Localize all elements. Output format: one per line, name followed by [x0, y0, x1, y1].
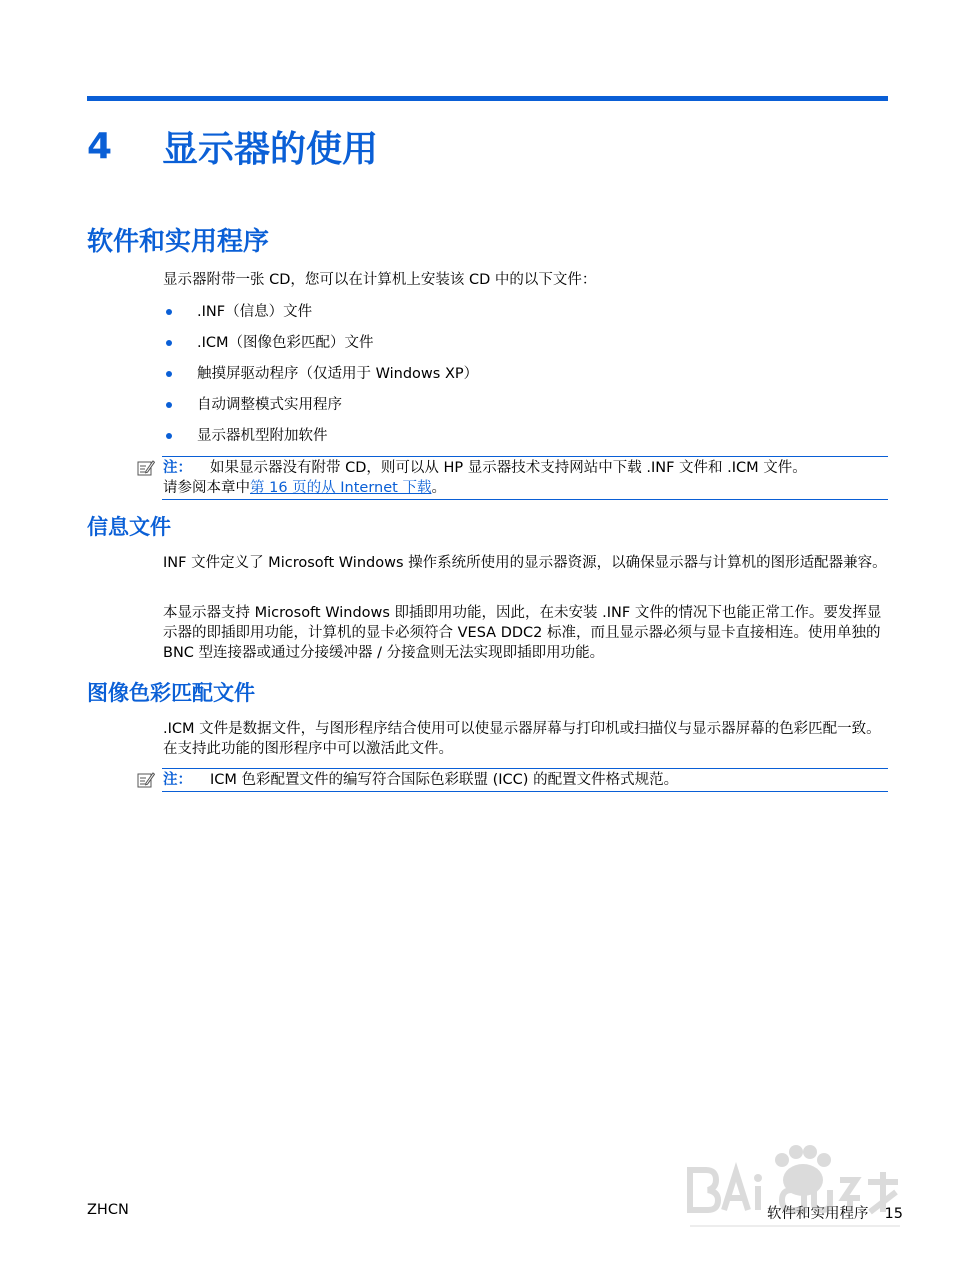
note-rule-top	[162, 456, 888, 457]
chapter-title: 显示器的使用	[162, 128, 379, 170]
section-title-software: 软件和实用程序	[87, 227, 270, 257]
chapter-heading	[87, 120, 378, 172]
page-number: 15	[884, 1206, 903, 1222]
note-rule-bottom	[162, 791, 888, 792]
list-item: 触摸屏驱动程序（仅适用于 Windows XP）	[163, 363, 478, 394]
note-pencil-icon	[137, 771, 155, 789]
info-paragraph-2: 本显示器支持 Microsoft Windows 即插即用功能，因此，在未安装 .INF 文件的情况下也能正常工作。要发挥显示器的即插即用功能，计算机的显卡必须符合 VESA DDC2 标准，而且显示器必须与显卡直接相连。使用单独的 BNC 型连接器或通过分接缓冲器 / 分接盒则无法实现即插即用功能。	[163, 605, 882, 661]
chapter-rule	[87, 96, 888, 101]
download-link[interactable]: 第 16 页的从 Internet 下载	[250, 480, 432, 496]
note-end: 。	[431, 480, 446, 496]
list-item: .INF（信息）文件	[163, 301, 478, 332]
watermark-logo	[684, 1140, 906, 1250]
footer-section-title: 软件和实用程序	[767, 1206, 869, 1222]
section-title-icm: 图像色彩匹配文件	[87, 681, 255, 705]
note-text-2: 请参阅本章中	[163, 480, 250, 496]
list-item: 显示器机型附加软件	[163, 425, 478, 456]
note-label: 注：	[163, 460, 192, 476]
note-rule-bottom	[162, 499, 888, 500]
info-paragraph-1: INF 文件定义了 Microsoft Windows 操作系统所使用的显示器资源，以确保显示器与计算机的图形适配器兼容。	[163, 555, 887, 571]
footer-locale: ZHCN	[87, 1202, 129, 1218]
note-label: 注：	[163, 772, 192, 788]
note-pencil-icon	[137, 459, 155, 477]
file-list	[163, 301, 478, 456]
note-text: ICM 色彩配置文件的编写符合国际色彩联盟 (ICC) 的配置文件格式规范。	[210, 772, 679, 788]
chapter-number: 4	[87, 125, 113, 167]
note-icm	[137, 768, 888, 792]
note-text: 如果显示器没有附带 CD，则可以从 HP 显示器技术支持网站中下载 .INF 文件和 .ICM 文件。	[210, 460, 807, 476]
section-intro: 显示器附带一张 CD，您可以在计算机上安装该 CD 中的以下文件：	[163, 272, 597, 288]
section-title-info: 信息文件	[87, 515, 171, 539]
icm-paragraph: .ICM 文件是数据文件，与图形程序结合使用可以使显示器屏幕与打印机或扫描仪与显示器屏幕的色彩匹配一致。在支持此功能的图形程序中可以激活此文件。	[163, 721, 881, 757]
list-item: 自动调整模式实用程序	[163, 394, 478, 425]
list-item: .ICM（图像色彩匹配）文件	[163, 332, 478, 363]
note-rule-top	[162, 768, 888, 769]
note-download	[137, 456, 888, 500]
